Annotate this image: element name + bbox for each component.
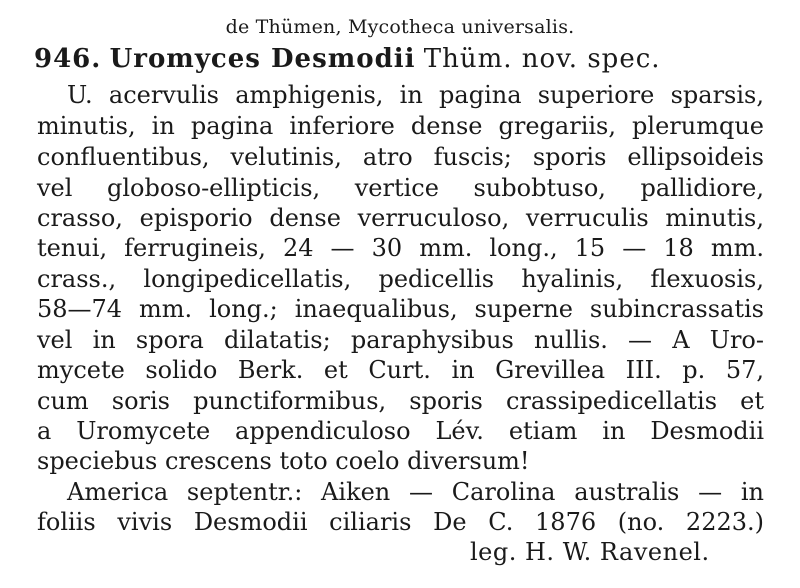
description-line: crass., longipedicellatis, pedicellis hyalinis, flexuosis, [37,265,764,293]
description-line: confluentibus, velutinis, atro fuscis; sporis ellipsoideis [37,143,764,171]
description-line: speciebus crescens toto coelo diversum! [37,447,530,475]
description-line: 58—74 mm. long.; inaequalibus, superne subincrassatis [37,295,764,323]
running-header: de Thümen, Mycotheca universalis. [225,16,575,38]
description-line: mycete solido Berk. et Curt. in Grevillea III. p. 57, [37,356,764,384]
locality-line: foliis vivis Desmodii ciliaris De C. 1876 (no. 2223.) [37,508,764,536]
locality-line: America septentr.: Aiken — Carolina australis — in [67,478,764,506]
description-line: vel in spora dilatatis; paraphysibus nullis. — A Uro- [37,326,764,354]
collector-signature: leg. H. W. Ravenel. [470,538,710,566]
description-line: minutis, in pagina inferiore dense gregariis, plerumque [37,112,764,140]
description-line: a Uromycete appendiculoso Lév. etiam in Desmodii [37,417,764,445]
description-line: vel globoso-ellipticis, vertice subobtuso, pallidiore, [37,174,764,202]
species-authority: Thüm. nov. spec. [423,44,661,74]
description-line: U. acervulis amphigenis, in pagina superiore sparsis, [67,81,764,109]
description-line: tenui, ferrugineis, 24 — 30 mm. long., 15 — 18 mm. [37,234,764,262]
description-line: crasso, episporio dense verruculoso, verruculis minutis, [37,204,764,232]
description-line: cum soris punctiformibus, sporis crassipedicellatis et [37,387,764,415]
species-name: Uromyces Desmodii [109,44,416,74]
entry-title [34,44,774,74]
entry-number: 946. [34,44,102,74]
